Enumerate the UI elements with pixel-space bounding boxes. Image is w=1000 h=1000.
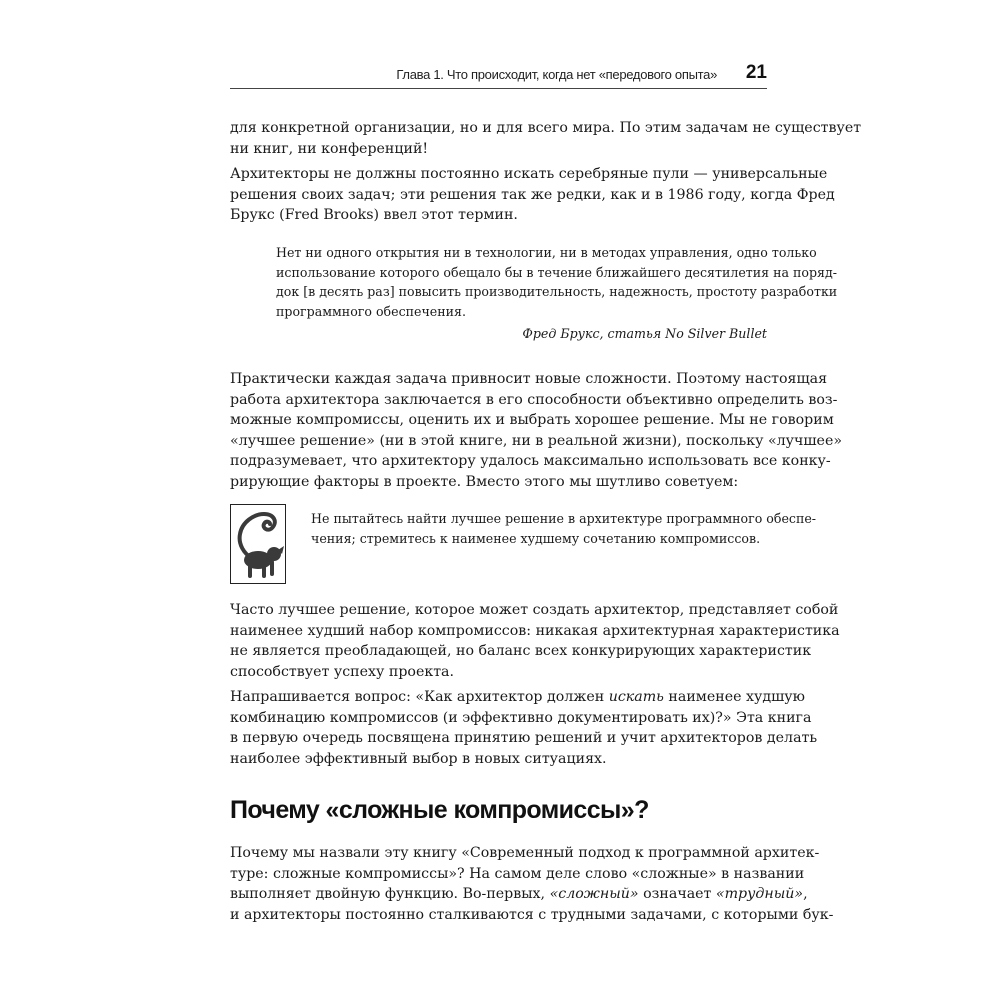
text-line: ни книг, ни конференций! [230,140,429,157]
paragraph-5 [230,687,818,769]
paragraph-6 [230,843,834,925]
text-line: наименее худший набор компромиссов: никакая архитектурная характеристика [230,622,840,639]
tip-line: чения; стремитесь к наименее худшему сочетанию компромиссов. [311,531,761,546]
text-line: способствует успеху проекта. [230,663,455,680]
ring-tailed-lemur-icon [222,500,288,584]
text-line: наиболее эффективный выбор в новых ситуациях. [230,750,607,767]
text-line: подразумевает, что архитектору удалось максимально использовать все конку- [230,453,831,469]
text-run: выполняет двойную функцию. Во-первых, [230,886,550,902]
paragraph-4 [230,600,840,682]
emphasis: искать [608,689,664,705]
quote-line: использование которого обещало бы в течение ближайшего десятилетия на поряд- [276,264,837,280]
paragraph-2 [230,164,835,226]
running-head [230,62,767,89]
text-line: работа архитектора заключается в его способности объективно определить воз- [230,391,838,408]
text-line: Архитекторы не должны постоянно искать серебряные пули — универсальные [230,166,828,182]
tip-text [311,509,817,549]
text-run: наименее худшую [663,689,805,705]
text-run: , [803,886,808,902]
text-line [230,884,808,905]
text-line: Практически каждая задача привносит новые сложности. Поэтому настоящая [230,371,828,387]
emphasis: «трудный» [715,886,804,902]
text-line: комбинацию компромиссов (и эффективно документировать их)?» Эта книга [230,709,812,726]
text-line: и архитекторы постоянно сталкиваются с трудными задачами, с которыми бук- [230,906,834,923]
text-line: можные компромиссы, оценить их и выбрать хорошее решение. Мы не говорим [230,412,834,428]
text-line: рирующие факторы в проекте. Вместо этого мы шутливо советуем: [230,473,739,490]
quote-line: программного обеспечения. [276,303,466,319]
text-line: «лучшее решение» (ни в этой книге, ни в реальной жизни), поскольку «лучшее» [230,432,843,449]
quote-line: док [в десять раз] повысить производительность, надежность, простоту разработки [276,284,838,300]
text-run: Напрашивается вопрос: «Как архитектор должен [230,689,609,705]
quote-line: Нет ни одного открытия ни в технологии, ни в методах управления, одно только [276,245,817,260]
page-number: 21 [745,62,767,83]
text-line [230,687,805,708]
text-run: означает [638,886,716,902]
paragraph-1 [230,118,862,159]
text-line: Часто лучшее решение, которое может создать архитектор, представляет собой [230,602,839,618]
text-line: Брукс (Fred Brooks) ввел этот термин. [230,207,518,223]
paragraph-3 [230,369,843,492]
tip-line: Не пытайтесь найти лучшее решение в архитектуре программного обеспе- [311,511,817,526]
chapter-title: Глава 1. Что происходит, когда нет «передового опыта» [396,67,717,82]
text-line: в первую очередь посвящена принятию решений и учит архитекторов делать [230,730,818,746]
text-line: для конкретной организации, но и для всего мира. По этим задачам не существует [230,120,862,136]
section-heading: Почему «сложные компромиссы»? [230,796,649,824]
text-line: не является преобладающей, но баланс всех конкурирующих характеристик [230,643,812,659]
text-line: туре: сложные компромиссы»? На самом деле слово «сложные» в названии [230,865,805,882]
text-line: Почему мы назвали эту книгу «Современный подход к программной архитек- [230,845,820,861]
quote-attribution: Фред Брукс, статья No Silver Bullet [522,326,767,341]
block-quote [276,243,838,321]
text-line: решения своих задач; эти решения так же редки, как и в 1986 году, когда Фред [230,186,835,203]
emphasis: «сложный» [549,886,639,902]
